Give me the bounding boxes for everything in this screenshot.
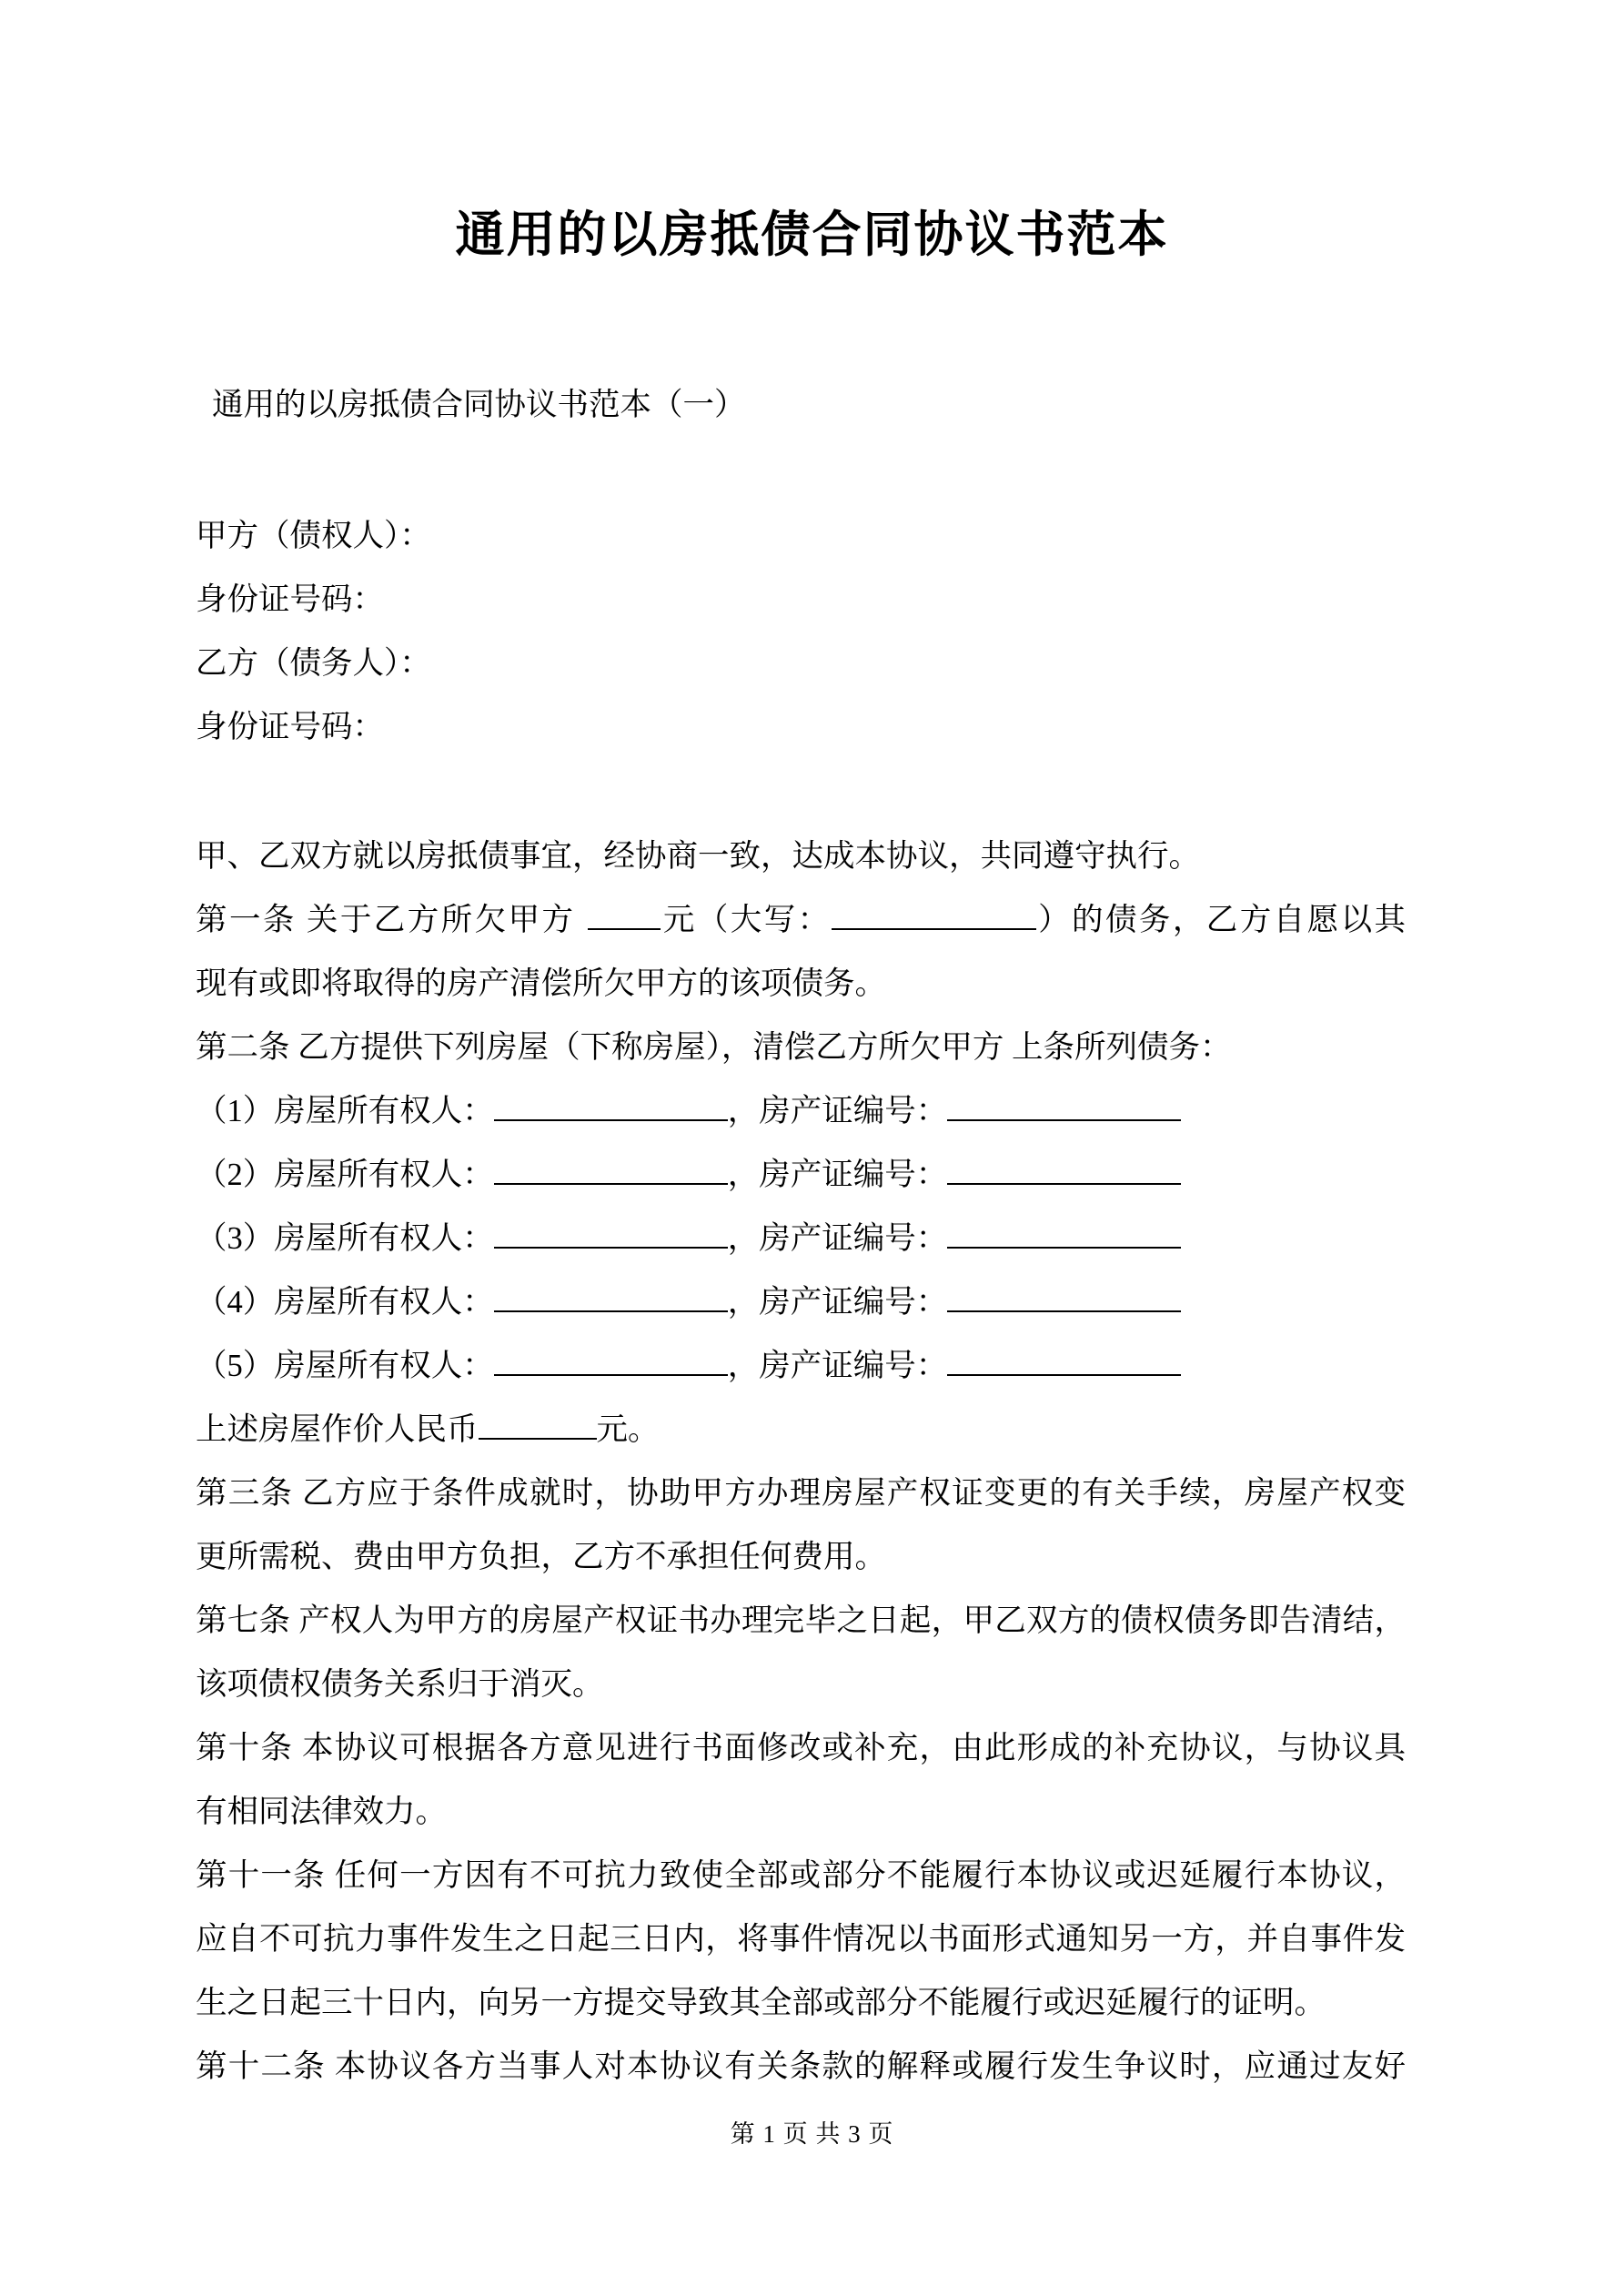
document-subtitle: 通用的以房抵债合同协议书范本（一） — [212, 388, 746, 422]
clause-1-lead: 第一条 关于乙方所欠甲方 — [196, 903, 576, 937]
house-row — [196, 1334, 1406, 1398]
clause-12 — [196, 2035, 1406, 2099]
clause-3-line: 更所需税、费由甲方负担，乙方不承担任何费用。 — [196, 1540, 886, 1574]
clause-12-line: 第十二条 本协议各方当事人对本协议有关条款的解释或履行发生争议时，应通过友好 — [196, 2049, 1406, 2084]
debt-amount-capital-blank — [832, 901, 1036, 930]
clause-11-line: 第十一条 任何一方因有不可抗力致使全部或部分不能履行本协议或迟延履行本协议， — [196, 1858, 1406, 1893]
clause-7-line: 该项债权债务关系归于消灭。 — [196, 1667, 604, 1702]
house-owner-blank — [494, 1092, 728, 1121]
document-body — [196, 824, 1406, 2099]
house-owner-label: 房屋所有权人： — [274, 1221, 494, 1256]
clause-3-line: 第三条 乙方应于条件成就时，协助甲方办理房屋产权证变更的有关手续，房屋产权变 — [196, 1476, 1406, 1511]
clause-11-line: 生之日起三十日内，向另一方提交导致其全部或部分不能履行或迟延履行的证明。 — [196, 1986, 1326, 2020]
house-row — [196, 1143, 1406, 1207]
house-row — [196, 1270, 1406, 1334]
clause-1-tail: ）的债务，乙方自愿以其 — [1035, 903, 1407, 937]
house-cert-label: ，房产证编号： — [727, 1221, 948, 1256]
debt-amount-blank — [588, 901, 661, 930]
page-footer: 第 1 页 共 3 页 — [730, 2120, 894, 2148]
valuation-amount-blank — [479, 1411, 597, 1440]
house-cert-blank — [947, 1092, 1181, 1121]
house-index: （1） — [196, 1094, 275, 1128]
house-index: （4） — [196, 1285, 275, 1320]
house-cert-blank — [947, 1347, 1181, 1376]
valuation-tail: 元。 — [596, 1412, 660, 1447]
party-line: 身份证号码： — [196, 710, 384, 744]
valuation-lead: 上述房屋作价人民币 — [196, 1412, 479, 1447]
house-owner-blank — [494, 1219, 728, 1249]
house-cert-label: ，房产证编号： — [727, 1285, 948, 1320]
house-index: （5） — [196, 1349, 275, 1383]
intro-paragraph — [196, 824, 1406, 888]
house-row — [196, 1207, 1406, 1270]
clause-2 — [196, 1016, 1406, 1079]
house-owner-label: 房屋所有权人： — [274, 1158, 494, 1192]
valuation-line — [196, 1398, 1406, 1462]
clause-10-line: 第十条 本协议可根据各方意见进行书面修改或补充，由此形成的补充协议，与协议具 — [196, 1731, 1406, 1765]
clause-11-line: 应自不可抗力事件发生之日起三日内，将事件情况以书面形式通知另一方，并自事件发 — [196, 1922, 1406, 1957]
house-owner-blank — [494, 1283, 728, 1312]
house-cert-blank — [947, 1156, 1181, 1185]
party-block — [196, 504, 1406, 759]
house-owner-blank — [494, 1347, 728, 1376]
clause-11 — [196, 1844, 1406, 2035]
house-cert-label: ，房产证编号： — [727, 1349, 948, 1383]
clause-7-line: 第七条 产权人为甲方的房屋产权证书办理完毕之日起，甲乙双方的债权债务即告清结， — [196, 1603, 1406, 1638]
clause-1-mid: 元（大写： — [661, 903, 832, 937]
clause-1 — [196, 888, 1406, 1016]
clause-1-line-1 — [196, 888, 1406, 952]
clause-1-line-2: 现有或即将取得的房产清偿所欠甲方的该项债务。 — [196, 966, 886, 1001]
clause-7 — [196, 1589, 1406, 1716]
intro-line: 甲、乙双方就以房抵债事宜，经协商一致，达成本协议，共同遵守执行。 — [196, 839, 1200, 874]
house-cert-blank — [947, 1283, 1181, 1312]
clause-2-line: 第二条 乙方提供下列房屋（下称房屋），清偿乙方所欠甲方 上条所列债务： — [196, 1030, 1232, 1065]
house-owner-label: 房屋所有权人： — [274, 1349, 494, 1383]
house-owner-label: 房屋所有权人： — [274, 1094, 494, 1128]
house-index: （2） — [196, 1158, 275, 1192]
house-owner-label: 房屋所有权人： — [274, 1285, 494, 1320]
house-row — [196, 1079, 1406, 1143]
house-cert-label: ，房产证编号： — [727, 1094, 948, 1128]
house-cert-blank — [947, 1219, 1181, 1249]
house-list — [196, 1079, 1406, 1398]
house-cert-label: ，房产证编号： — [727, 1158, 948, 1192]
party-line: 身份证号码： — [196, 582, 384, 617]
document-title: 通用的以房抵债合同协议书范本 — [455, 207, 1169, 262]
house-index: （3） — [196, 1221, 275, 1256]
party-line: 乙方（债务人）： — [196, 646, 431, 681]
clause-3 — [196, 1462, 1406, 1589]
clause-10-line: 有相同法律效力。 — [196, 1795, 447, 1829]
valuation-paragraph — [196, 1398, 1406, 1462]
clause-10 — [196, 1716, 1406, 1844]
party-line: 甲方（债权人）： — [196, 519, 431, 553]
house-owner-blank — [494, 1156, 728, 1185]
